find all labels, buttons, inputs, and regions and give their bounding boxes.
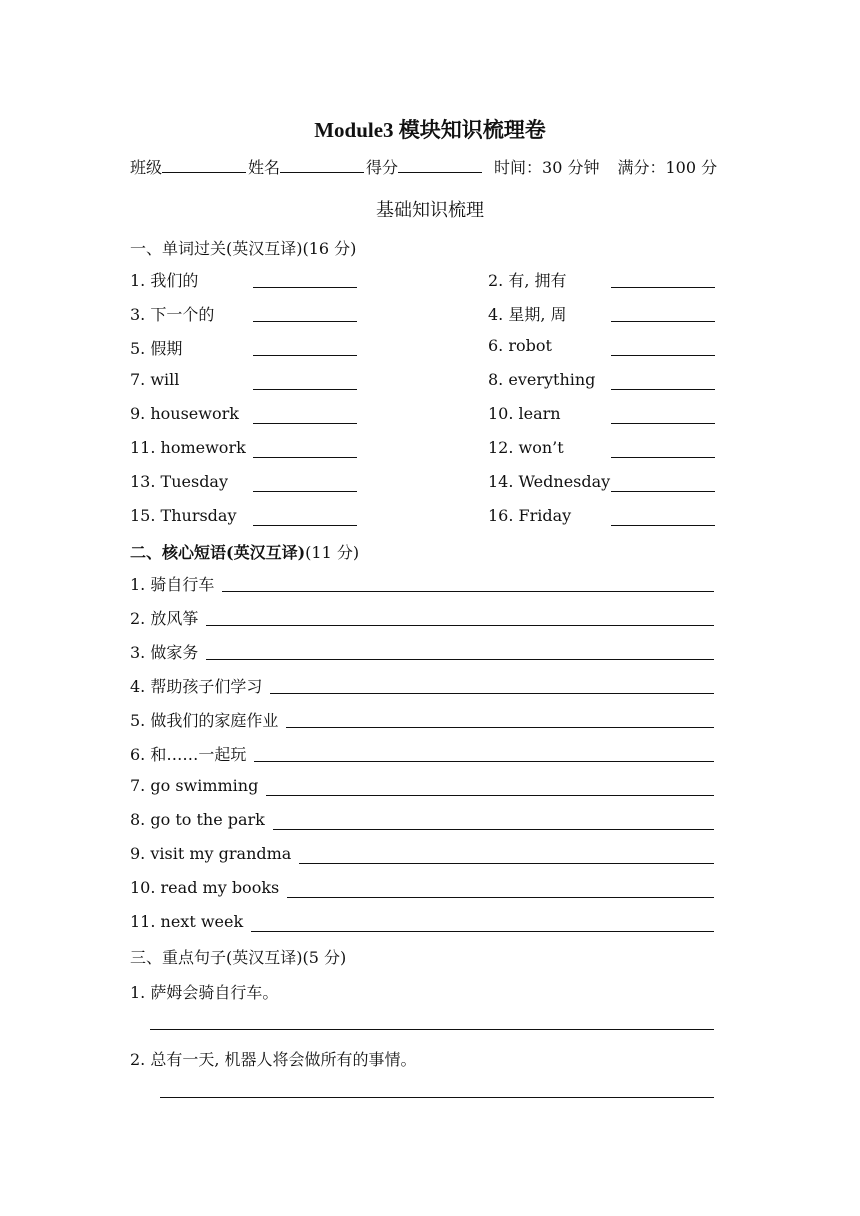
score-blank[interactable] (398, 158, 482, 173)
phrase-answer-line[interactable] (251, 912, 714, 932)
phrase-translation-list (130, 572, 714, 946)
phrase-prompt: 5. 做我们的家庭作业 (130, 711, 279, 730)
phrase-prompt: 6. 和……一起玩 (130, 745, 247, 764)
word-answer-line[interactable] (253, 525, 357, 526)
phrase-prompt: 2. 放风筝 (130, 609, 199, 628)
section-subtitle: 基础知识梳理 (376, 200, 484, 221)
word-prompt: 9. housework (130, 404, 239, 423)
phrase-prompt: 1. 骑自行车 (130, 575, 215, 594)
phrase-answer-line[interactable] (286, 708, 714, 728)
name-label: 姓名 (248, 158, 281, 177)
phrase-item (130, 606, 714, 640)
class-label: 班级 (130, 158, 163, 177)
class-blank[interactable] (162, 158, 246, 173)
word-answer-line[interactable] (611, 321, 715, 322)
word-item (130, 506, 488, 540)
word-translation-grid (130, 268, 720, 540)
word-prompt: 6. robot (488, 336, 552, 355)
phrase-answer-line[interactable] (206, 640, 714, 660)
word-prompt: 5. 假期 (130, 339, 183, 358)
word-prompt: 10. learn (488, 404, 561, 423)
phrase-answer-line[interactable] (287, 878, 714, 898)
word-item (488, 506, 720, 540)
word-item (130, 370, 488, 404)
word-item (130, 438, 488, 472)
student-info-row (130, 155, 730, 178)
phrase-prompt: 4. 帮助孩子们学习 (130, 677, 263, 696)
word-item (488, 438, 720, 472)
word-item (488, 404, 720, 438)
sentence-answer-line[interactable] (160, 1097, 714, 1098)
phrase-item (130, 674, 714, 708)
phrase-item (130, 878, 714, 912)
word-prompt: 12. won’t (488, 438, 564, 457)
phrase-answer-line[interactable] (270, 674, 714, 694)
time-text: 时间：30 分钟 (494, 158, 600, 177)
score-label: 得分 (366, 158, 399, 177)
phrase-answer-line[interactable] (222, 572, 714, 592)
phrase-answer-line[interactable] (273, 810, 714, 830)
page-title: Module3 模块知识梳理卷 (314, 118, 546, 142)
word-answer-line[interactable] (253, 457, 357, 458)
word-answer-line[interactable] (611, 389, 715, 390)
phrase-item (130, 640, 714, 674)
word-item (130, 302, 488, 336)
phrase-item (130, 742, 714, 776)
word-prompt: 7. will (130, 370, 180, 389)
sentence-item: 1. 萨姆会骑自行车。 (130, 983, 279, 1002)
name-blank[interactable] (280, 158, 364, 173)
word-item (488, 336, 720, 370)
word-answer-line[interactable] (611, 355, 715, 356)
phrase-item (130, 776, 714, 810)
word-item (130, 472, 488, 506)
word-prompt: 2. 有, 拥有 (488, 271, 567, 290)
word-item (488, 302, 720, 336)
word-answer-line[interactable] (253, 321, 357, 322)
word-answer-line[interactable] (253, 389, 357, 390)
word-answer-line[interactable] (611, 423, 715, 424)
word-prompt: 3. 下一个的 (130, 305, 215, 324)
section2-heading-main: 二、核心短语(英汉互译) (130, 543, 306, 562)
section2-heading (130, 540, 359, 563)
word-answer-line[interactable] (253, 355, 357, 356)
word-prompt: 15. Thursday (130, 506, 237, 525)
phrase-item (130, 810, 714, 844)
phrase-item (130, 572, 714, 606)
section3-heading: 三、重点句子(英汉互译)(5 分) (130, 948, 347, 967)
phrase-answer-line[interactable] (206, 606, 714, 626)
word-answer-line[interactable] (611, 525, 715, 526)
word-item (130, 336, 488, 370)
phrase-item (130, 912, 714, 946)
phrase-prompt: 11. next week (130, 912, 244, 931)
phrase-answer-line[interactable] (266, 776, 714, 796)
word-item (488, 268, 720, 302)
word-answer-line[interactable] (253, 287, 357, 288)
sentence-item: 2. 总有一天, 机器人将会做所有的事情。 (130, 1050, 417, 1069)
word-prompt: 13. Tuesday (130, 472, 229, 491)
phrase-prompt: 9. visit my grandma (130, 844, 292, 863)
word-prompt: 11. homework (130, 438, 246, 457)
word-answer-line[interactable] (253, 423, 357, 424)
phrase-prompt: 8. go to the park (130, 810, 265, 829)
word-prompt: 16. Friday (488, 506, 572, 525)
sentence-answer-line[interactable] (150, 1029, 714, 1030)
word-answer-line[interactable] (611, 457, 715, 458)
word-item (130, 404, 488, 438)
phrase-prompt: 3. 做家务 (130, 643, 199, 662)
word-answer-line[interactable] (611, 287, 715, 288)
phrase-prompt: 10. read my books (130, 878, 280, 897)
phrase-item (130, 708, 714, 742)
phrase-item (130, 844, 714, 878)
phrase-answer-line[interactable] (299, 844, 714, 864)
section2-heading-score: (11 分) (305, 543, 360, 562)
word-item (488, 370, 720, 404)
word-prompt: 14. Wednesday (488, 472, 611, 491)
word-item (130, 268, 488, 302)
word-prompt: 4. 星期, 周 (488, 305, 567, 324)
section1-heading: 一、单词过关(英汉互译)(16 分) (130, 239, 357, 258)
word-item (488, 472, 720, 506)
word-prompt: 8. everything (488, 370, 596, 389)
phrase-answer-line[interactable] (254, 742, 714, 762)
word-answer-line[interactable] (253, 491, 357, 492)
phrase-prompt: 7. go swimming (130, 776, 259, 795)
full-score-text: 满分：100 分 (617, 158, 718, 177)
word-answer-line[interactable] (611, 491, 715, 492)
word-prompt: 1. 我们的 (130, 271, 199, 290)
